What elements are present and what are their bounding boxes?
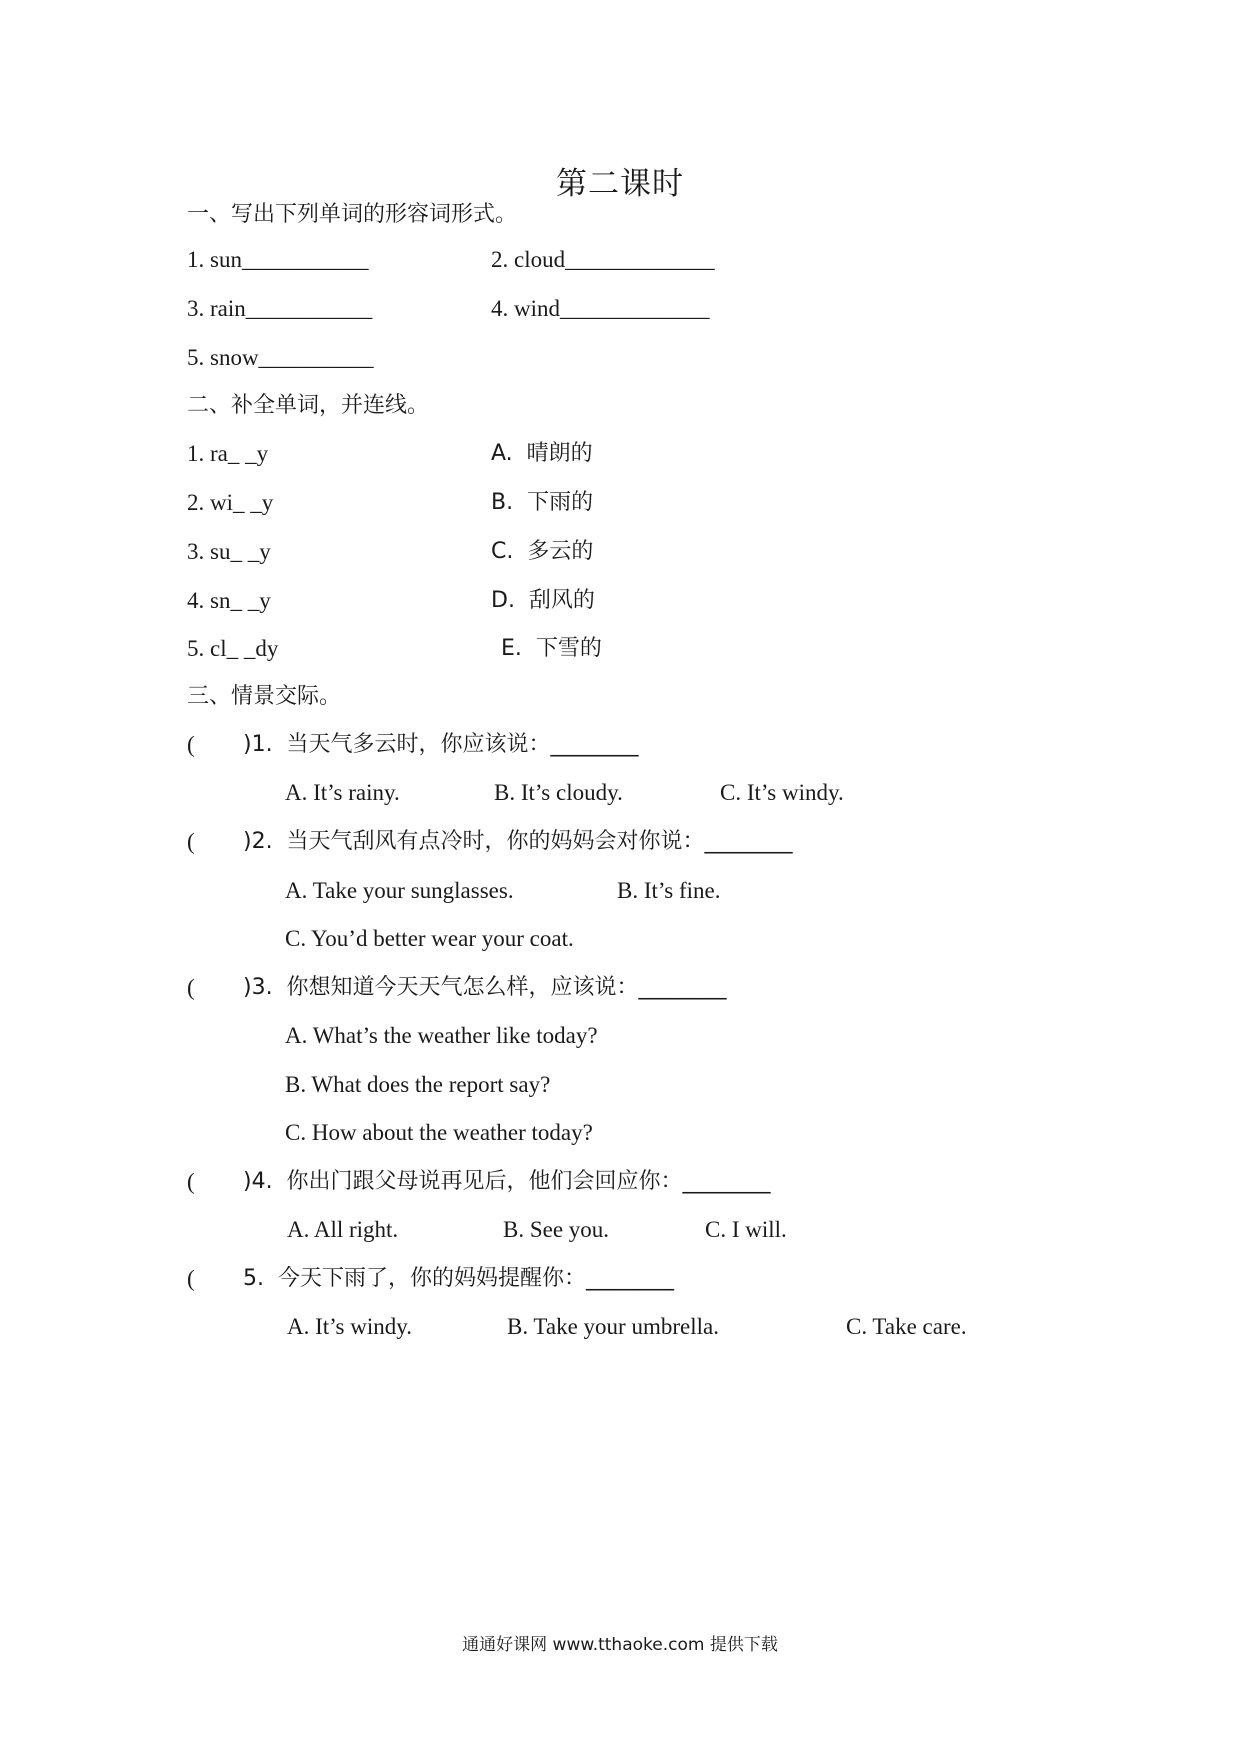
section2-heading: 二、补全单词，并连线。 (187, 393, 430, 418)
q4-option-a: A. All right. (287, 1217, 399, 1242)
q5-paren: ( (187, 1266, 195, 1291)
q1-option-a: A. It’s rainy. (285, 780, 400, 805)
section1-heading: 一、写出下列单词的形容词形式。 (187, 202, 518, 227)
section2-word-2: 2. wi_ _y (187, 490, 274, 515)
q5-option-c: C. Take care. (846, 1314, 967, 1339)
section1-item-2: 2. cloud_____________ (491, 247, 715, 272)
section2-meaning-d: D. 刮风的 (491, 588, 595, 613)
q5-option-a: A. It’s windy. (287, 1314, 413, 1339)
section2-word-1: 1. ra_ _y (187, 441, 269, 466)
footer-source-note: 通通好课网 www.tthaoke.com 提供下载 (462, 1635, 778, 1655)
section1-item-3: 3. rain___________ (187, 296, 373, 321)
section2-meaning-b: B. 下雨的 (491, 490, 594, 515)
q1-paren: ( (187, 732, 195, 757)
q4-option-c: C. I will. (705, 1217, 787, 1242)
q2-stem: )2. 当天气刮风有点冷时，你的妈妈会对你说：________ (243, 829, 793, 854)
q2-option-a: A. Take your sunglasses. (285, 878, 514, 903)
section1-item-1: 1. sun___________ (187, 247, 369, 272)
q3-option-a: A. What’s the weather like today? (285, 1023, 598, 1048)
q5-option-b: B. Take your umbrella. (507, 1314, 719, 1339)
q3-paren: ( (187, 975, 195, 1000)
section2-meaning-c: C. 多云的 (491, 539, 594, 564)
q1-option-c: C. It’s windy. (720, 780, 844, 805)
section2-word-4: 4. sn_ _y (187, 588, 271, 613)
section2-word-3: 3. su_ _y (187, 539, 271, 564)
q4-stem: )4. 你出门跟父母说再见后，他们会回应你：________ (243, 1169, 771, 1194)
section1-item-5: 5. snow__________ (187, 345, 374, 370)
section1-item-4: 4. wind_____________ (491, 296, 710, 321)
section2-meaning-a: A. 晴朗的 (491, 441, 593, 466)
q5-stem: 5. 今天下雨了，你的妈妈提醒你：________ (243, 1266, 674, 1291)
page-title: 第二课时 (556, 166, 684, 202)
q2-option-c: C. You’d better wear your coat. (285, 926, 574, 951)
q4-option-b: B. See you. (503, 1217, 610, 1242)
q4-paren: ( (187, 1169, 195, 1194)
q2-paren: ( (187, 829, 195, 854)
section3-heading: 三、情景交际。 (187, 684, 342, 709)
section2-word-5: 5. cl_ _dy (187, 636, 279, 661)
q1-option-b: B. It’s cloudy. (494, 780, 623, 805)
q3-stem: )3. 你想知道今天天气怎么样，应该说：________ (243, 975, 727, 1000)
section2-meaning-e: E. 下雪的 (501, 636, 602, 661)
q3-option-c: C. How about the weather today? (285, 1120, 593, 1145)
q1-stem: )1. 当天气多云时，你应该说：________ (243, 732, 639, 757)
q3-option-b: B. What does the report say? (285, 1072, 551, 1097)
q2-option-b: B. It’s fine. (617, 878, 721, 903)
